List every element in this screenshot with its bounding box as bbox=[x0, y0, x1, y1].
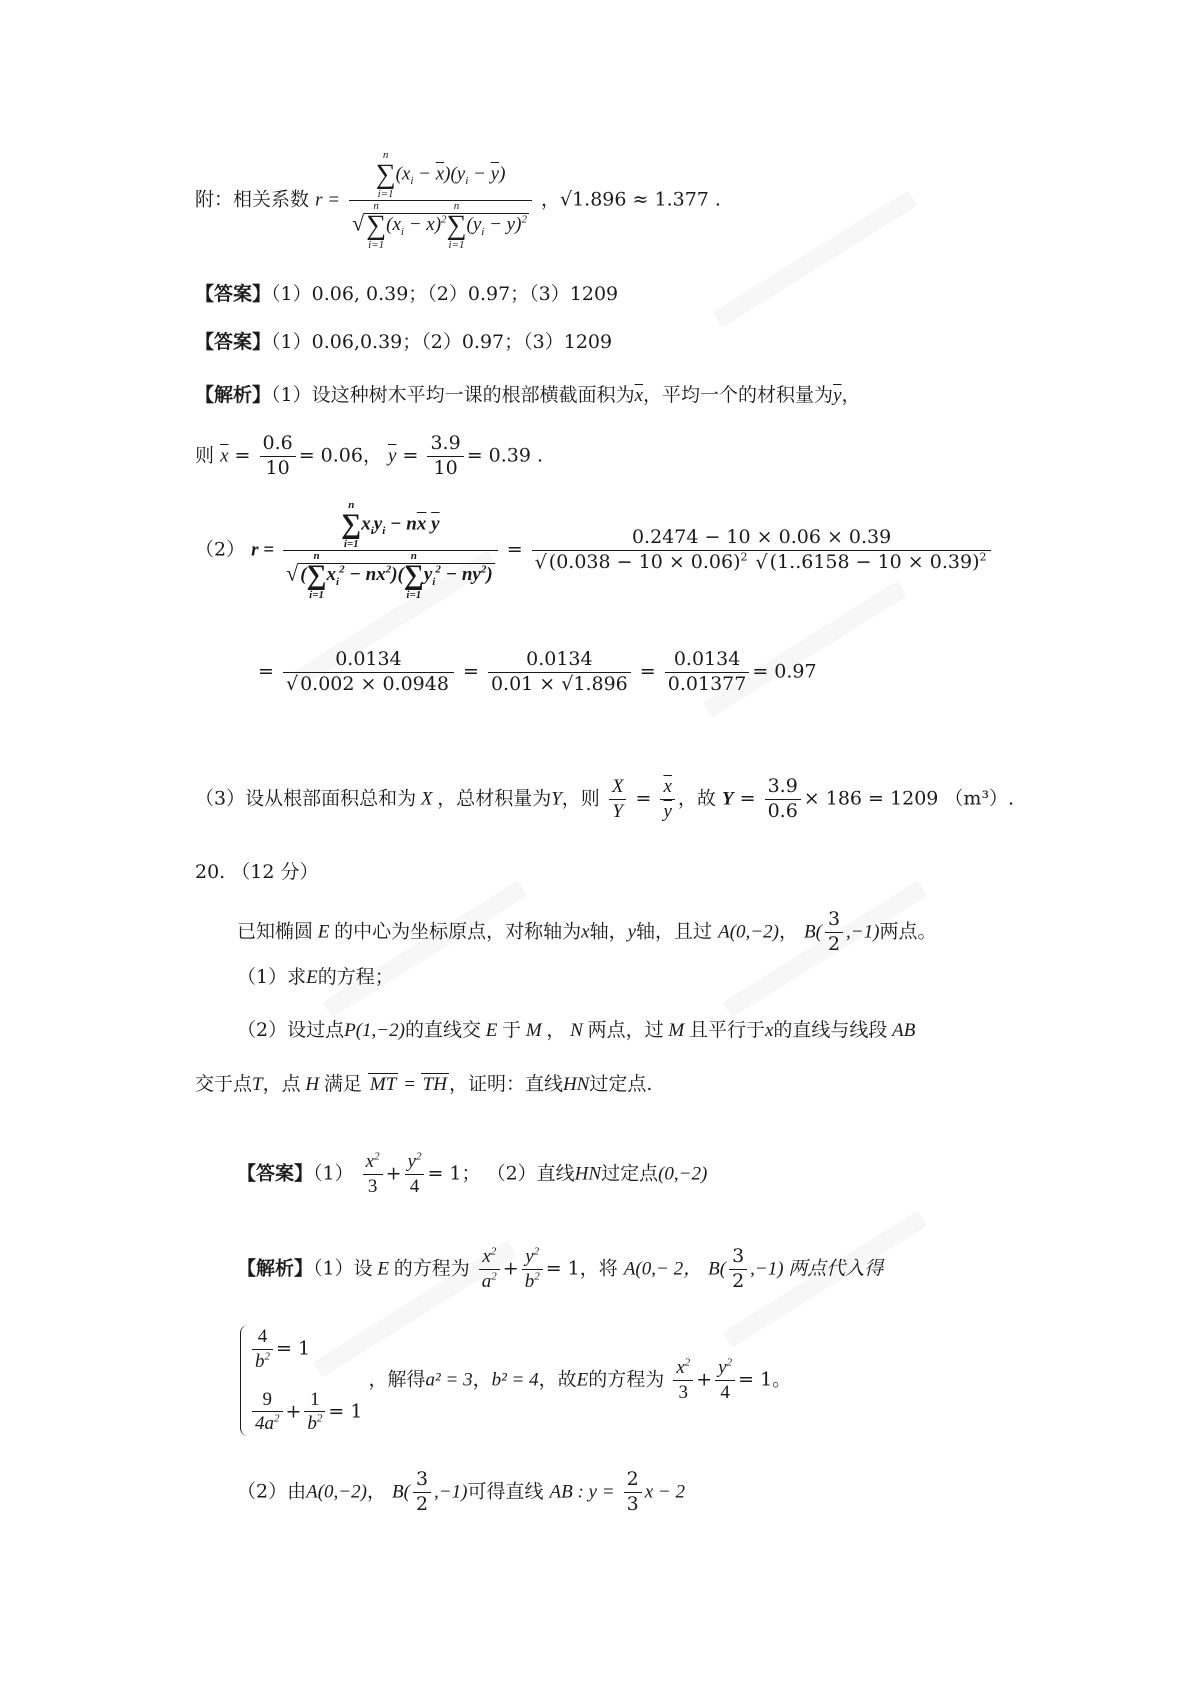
sub2-text: 两点，过 bbox=[587, 1019, 664, 1041]
q20-sub2: （2）设过点P(1,−2)的直线交 E 于 M ， N 两点，过 M 且平行于x的直线与线段 AB bbox=[237, 1019, 916, 1041]
q20-sub1 bbox=[237, 965, 394, 991]
var-y: Y bbox=[551, 788, 562, 810]
analysis-text: ， bbox=[841, 384, 861, 406]
ybar-value: = 0.39 . bbox=[466, 444, 544, 467]
answer-label: 【答案】 bbox=[195, 283, 272, 305]
point-p: P(1,−2) bbox=[344, 1020, 405, 1041]
point-b-pre: B( bbox=[392, 1481, 410, 1503]
xbar: $\overline{x}$ bbox=[634, 385, 644, 406]
sub1-text: （1）求 bbox=[237, 966, 307, 988]
ybar: $\overline{y}$ bbox=[833, 385, 842, 406]
x2-over-3: $\frac{x^2}{3}$ bbox=[363, 1150, 383, 1199]
step1-numerator: 0.0134 bbox=[283, 648, 454, 673]
part3-line: （3）设从根部面积总和为 X ，总材积量为Y，则 $\frac{X}{Y}$ = $\frac{\overline{x}}{y}$ ，故 Y = $\frac{3.9}{0.6}$ × 186 = 1209 （m³）. bbox=[195, 775, 1015, 822]
r-result: = 0.97 bbox=[752, 660, 817, 683]
solve-text: ，故 bbox=[538, 1368, 577, 1391]
correlation-denominator: √ n ∑ i=1 $(x_i - \overline{x})^2$ n ∑ i=1 $(y_i - \overline{y})^2$ bbox=[352, 200, 527, 251]
var-y-bold: Y bbox=[721, 788, 734, 810]
answer20-line: 【答案】（1） $\frac{x^2}{3}$ + $\frac{y^2}{4}$ = 1； （2）直线HN过定点(0,−2) bbox=[237, 1150, 708, 1197]
solve-text: 的方程为 bbox=[588, 1368, 665, 1391]
r-numeric-denominator: √ $(0.038 - 10 \times 0.06)^2$ √ $(1..6158 - 10 \times 0.39)^2$ bbox=[534, 550, 987, 574]
sub1-text: 的方程； bbox=[317, 966, 394, 988]
sub2-text: ，证明：直线 bbox=[448, 1073, 563, 1095]
ratio-xy: $\frac{X}{Y}$ bbox=[609, 775, 627, 824]
y-numerator: 3.9 bbox=[765, 775, 801, 800]
answer-line-1 bbox=[195, 282, 618, 308]
analysis-text: ，平均一个的材积量为 bbox=[643, 384, 834, 406]
point-b-pre: B( bbox=[804, 921, 822, 943]
r-numerator: n ∑ i=1 $x_iy_i - n\overline{x}$ $\overline{y}$ bbox=[283, 500, 498, 551]
point-b-post: ,−1) bbox=[846, 921, 880, 943]
answer-text: （1）0.06,0.39；（2）0.97；（3）1209 bbox=[271, 331, 613, 353]
mean-values-line: 则 $\overline{x}$ = $\frac{0.6}{10}$ = 0.06， $\overline{y}$ = $\frac{3.9}{10}$ = 0.39 . bbox=[195, 432, 544, 479]
analysis20-line: 【解析】（1）设 E 的方程为 $\frac{x^2}{a^2}$ + $\frac{y^2}{b^2}$ = 1，将 A(0,− 2， B( $\frac{3}{2}$ ,−1) 两点代入得 bbox=[237, 1245, 884, 1292]
r-symbol: r = bbox=[315, 189, 341, 211]
segment-ab: AB bbox=[887, 1020, 916, 1041]
step2-numerator: 0.0134 bbox=[488, 648, 631, 673]
sqrt-note: ，√1.896 ≈ 1.377 . bbox=[540, 188, 721, 211]
q20-header bbox=[195, 860, 318, 886]
r-numeric-numerator: 0.2474 − 10 × 0.06 × 0.39 bbox=[532, 526, 992, 551]
part2-formula: （2） r = n ∑ i=1 $x_iy_i - n\overline{x}$ $\overline{y}$ √ ( n ∑ i=1 $x_i^2 - n\overline{x}^2$)( n ∑ i=1 $y_i^2 - n\overline{y}^2$) = $\frac{0.2474 - 10 \times 0.06 \times 0.39}{√ (0.038 - 10 \times 0.06)^2 √ (1..6158 - 10 \times 0.39)^2}$ bbox=[195, 500, 994, 601]
part3-text: ，故 bbox=[677, 787, 716, 810]
point-a: A(0,−2) bbox=[306, 1481, 367, 1503]
correlation-fraction bbox=[349, 150, 532, 251]
xbar-denominator: 10 bbox=[265, 456, 290, 479]
var-e: E bbox=[306, 967, 318, 988]
analysis-text: （1）设这种树木平均一课的根部横截面积为 bbox=[271, 384, 635, 406]
three-halves: $\frac{3}{2}$ bbox=[729, 1245, 747, 1294]
den-part-a: (0.038 − 10 × 0.06) bbox=[548, 551, 741, 574]
line-ab-lhs: AB : y = bbox=[549, 1481, 615, 1503]
ybar-numerator: 3.9 bbox=[427, 432, 463, 457]
var-h: H bbox=[300, 1074, 324, 1095]
stem-text: ， bbox=[778, 920, 798, 943]
stem-text: 已知椭圆 bbox=[237, 920, 314, 943]
xbar: $\overline{x}$ bbox=[220, 445, 229, 467]
stem-text: 两点。 bbox=[879, 920, 937, 943]
part2-text: 可得直线 bbox=[467, 1480, 544, 1503]
point-b-pre: B( bbox=[708, 1258, 727, 1280]
part3-text: ，则 bbox=[561, 787, 600, 810]
r-fraction bbox=[283, 500, 498, 601]
solve-text: ，解得 bbox=[368, 1368, 426, 1391]
step2-denominator: 0.01 × √1.896 bbox=[490, 672, 628, 695]
var-e: E bbox=[480, 1020, 503, 1041]
var-e: E bbox=[576, 1369, 589, 1391]
three-halves: $\frac{3}{2}$ bbox=[825, 908, 843, 957]
stem-text: 轴， bbox=[589, 920, 628, 943]
var-e: E bbox=[313, 921, 335, 943]
r-symbol: r = bbox=[251, 539, 275, 561]
var-e: E bbox=[372, 1258, 394, 1280]
answer-line-2 bbox=[195, 330, 612, 356]
answer20-text: 过定点 bbox=[601, 1162, 659, 1185]
watermark-band bbox=[713, 190, 918, 327]
sub2-text: 过定点. bbox=[589, 1073, 653, 1095]
attach-prefix: 附：相关系数 bbox=[195, 188, 310, 211]
part3-text: ，总材积量为 bbox=[437, 787, 552, 810]
a-squared: a² = 3 bbox=[425, 1369, 473, 1391]
b-squared: b² = 4 bbox=[491, 1369, 539, 1391]
y-calc: × 186 = 1209 bbox=[803, 787, 939, 810]
ybar-denominator: 10 bbox=[433, 456, 458, 479]
analysis20-text: 的方程为 bbox=[393, 1257, 470, 1280]
y2-over-4: $\frac{y^2}{4}$ bbox=[405, 1150, 425, 1199]
system-eq-1: $\frac{4}{b^2}$ = 1 bbox=[249, 1325, 362, 1374]
then-label: 则 bbox=[195, 444, 215, 467]
eq-tail: = 1 bbox=[328, 1399, 363, 1422]
answer20-text: （2）直线 bbox=[486, 1162, 575, 1185]
var-m: M bbox=[521, 1020, 547, 1041]
part2-label: （2） bbox=[195, 538, 246, 561]
sub2-text: （2）设过点 bbox=[237, 1019, 345, 1041]
part2-text: ， bbox=[366, 1480, 386, 1503]
part3-text: （3）设从根部面积总和为 bbox=[195, 787, 417, 810]
line-ab-equation bbox=[237, 1468, 685, 1517]
r-denominator: √ ( n ∑ i=1 $x_i^2 - n\overline{x}^2$)( n ∑ i=1 $y_i^2 - n\overline{y}^2$) bbox=[286, 550, 493, 601]
line-hn: HN bbox=[562, 1074, 590, 1095]
unit: （m³）. bbox=[944, 787, 1015, 810]
line-hn: HN bbox=[574, 1163, 602, 1185]
answer-label: 【答案】 bbox=[195, 331, 272, 353]
y-fraction bbox=[765, 775, 801, 824]
y2-over-4: $\frac{y^2}{4}$ bbox=[715, 1356, 735, 1405]
analysis20-text: ,−1) 两点代入得 bbox=[750, 1258, 884, 1280]
sub2-text: 的直线交 bbox=[404, 1019, 481, 1041]
ybar-fraction bbox=[427, 432, 463, 481]
point-a: A(0,−2) bbox=[718, 921, 779, 943]
analysis20-text: （1）设 bbox=[313, 1257, 373, 1280]
var-t: T bbox=[252, 1074, 263, 1095]
formula-attach bbox=[195, 150, 721, 251]
system-eq-2: $\frac{9}{4a^2}$ + $\frac{1}{b^2}$ = 1 bbox=[249, 1388, 362, 1437]
y2-over-b2: $\frac{y^2}{b^2}$ bbox=[522, 1245, 543, 1294]
q20-stem bbox=[237, 908, 936, 957]
answer-label: 【答案】 bbox=[237, 1162, 314, 1185]
line-ab-rhs: x − 2 bbox=[644, 1481, 685, 1503]
r-numeric-fraction bbox=[532, 526, 992, 575]
var-n: N bbox=[565, 1020, 588, 1041]
ratio-bars: $\frac{\overline{x}}{y}$ bbox=[660, 775, 674, 824]
var-x: x bbox=[581, 921, 590, 943]
solve-text: ， bbox=[472, 1368, 492, 1391]
xbar-numerator: 0.6 bbox=[260, 432, 296, 457]
sub2-text: 的直线与线段 bbox=[773, 1019, 888, 1041]
var-x: x bbox=[764, 1020, 774, 1041]
sub2-text: 满足 bbox=[323, 1073, 362, 1095]
analysis-label: 【解析】 bbox=[237, 1257, 314, 1280]
analysis-line-1 bbox=[195, 383, 861, 409]
stem-text: 轴，且过 bbox=[636, 920, 713, 943]
step2-fraction bbox=[488, 648, 631, 697]
var-y: y bbox=[627, 921, 637, 943]
answer20-text: = 1； bbox=[427, 1162, 481, 1185]
two-thirds: $\frac{2}{3}$ bbox=[624, 1468, 642, 1517]
xbar-value: = 0.06 bbox=[298, 444, 363, 467]
answer-text: （1）0.06, 0.39；（2）0.97；（3）1209 bbox=[271, 283, 619, 305]
step1-denominator: √ 0.002 × 0.0948 bbox=[285, 672, 449, 695]
stem-text: 的中心为坐标原点，对称轴为 bbox=[334, 920, 582, 943]
point-b-post: ,−1) bbox=[434, 1481, 468, 1503]
part2-text: （2）由 bbox=[237, 1480, 307, 1503]
correlation-numerator: n ∑ i=1 $(x_i - \overline{x})(y_i - \overline{y})$ bbox=[349, 150, 532, 201]
xbar-fraction bbox=[260, 432, 296, 481]
equation-system bbox=[240, 1325, 362, 1436]
x2-over-a2: $\frac{x^2}{a^2}$ bbox=[479, 1245, 500, 1294]
analysis-label: 【解析】 bbox=[195, 384, 272, 406]
answer20-text: （1） bbox=[313, 1162, 354, 1185]
step3-numerator: 0.0134 bbox=[665, 648, 750, 673]
point-a: A(0,− 2， bbox=[623, 1258, 703, 1280]
part2-steps: = $\frac{0.0134}{√ 0.002 \times 0.0948}$ = $\frac{0.0134}{0.01 \times √1.896}$ = $\frac{0.0134}{0.01377}$ = 0.97 bbox=[258, 648, 817, 695]
var-x: X bbox=[416, 788, 438, 810]
x2-over-3: $\frac{x^2}{3}$ bbox=[673, 1356, 693, 1405]
sub2-text: ，点 bbox=[262, 1073, 301, 1095]
vector-eq: MT = TH bbox=[369, 1074, 447, 1095]
q20-header-text: 20. （12 分） bbox=[195, 861, 319, 883]
step1-fraction bbox=[283, 648, 454, 697]
solve-text: = 1。 bbox=[738, 1368, 792, 1391]
den-part-b: (1..6158 − 10 × 0.39) bbox=[769, 551, 980, 574]
step3-denominator: 0.01377 bbox=[667, 672, 747, 695]
equation-system-line: $\frac{4}{b^2}$ = 1 $\frac{9}{4a^2}$ + $\frac{1}{b^2}$ = 1 ，解得a² = 3，b² = 4，故E的方程为 $\frac{x^2}{3}$ + $\frac{y^2}{4}$ = 1。 bbox=[240, 1325, 791, 1436]
sub2-text: 且平行于 bbox=[688, 1019, 765, 1041]
y-denominator: 0.6 bbox=[767, 799, 798, 822]
eq-tail: = 1 bbox=[276, 1337, 311, 1360]
analysis20-text: = 1，将 bbox=[545, 1257, 618, 1280]
step1-radicand: 0.002 × 0.0948 bbox=[300, 672, 449, 695]
ybar: $\overline{y}$ bbox=[388, 445, 397, 467]
step3-fraction bbox=[665, 648, 750, 697]
fixed-point: (0,−2) bbox=[658, 1163, 708, 1185]
three-halves: $\frac{3}{2}$ bbox=[413, 1468, 431, 1517]
q20-sub2-cont bbox=[195, 1072, 652, 1098]
sub2-text: 于 bbox=[502, 1019, 522, 1041]
sub2-text: 交于点 bbox=[195, 1073, 253, 1095]
var-m: M bbox=[663, 1020, 689, 1041]
